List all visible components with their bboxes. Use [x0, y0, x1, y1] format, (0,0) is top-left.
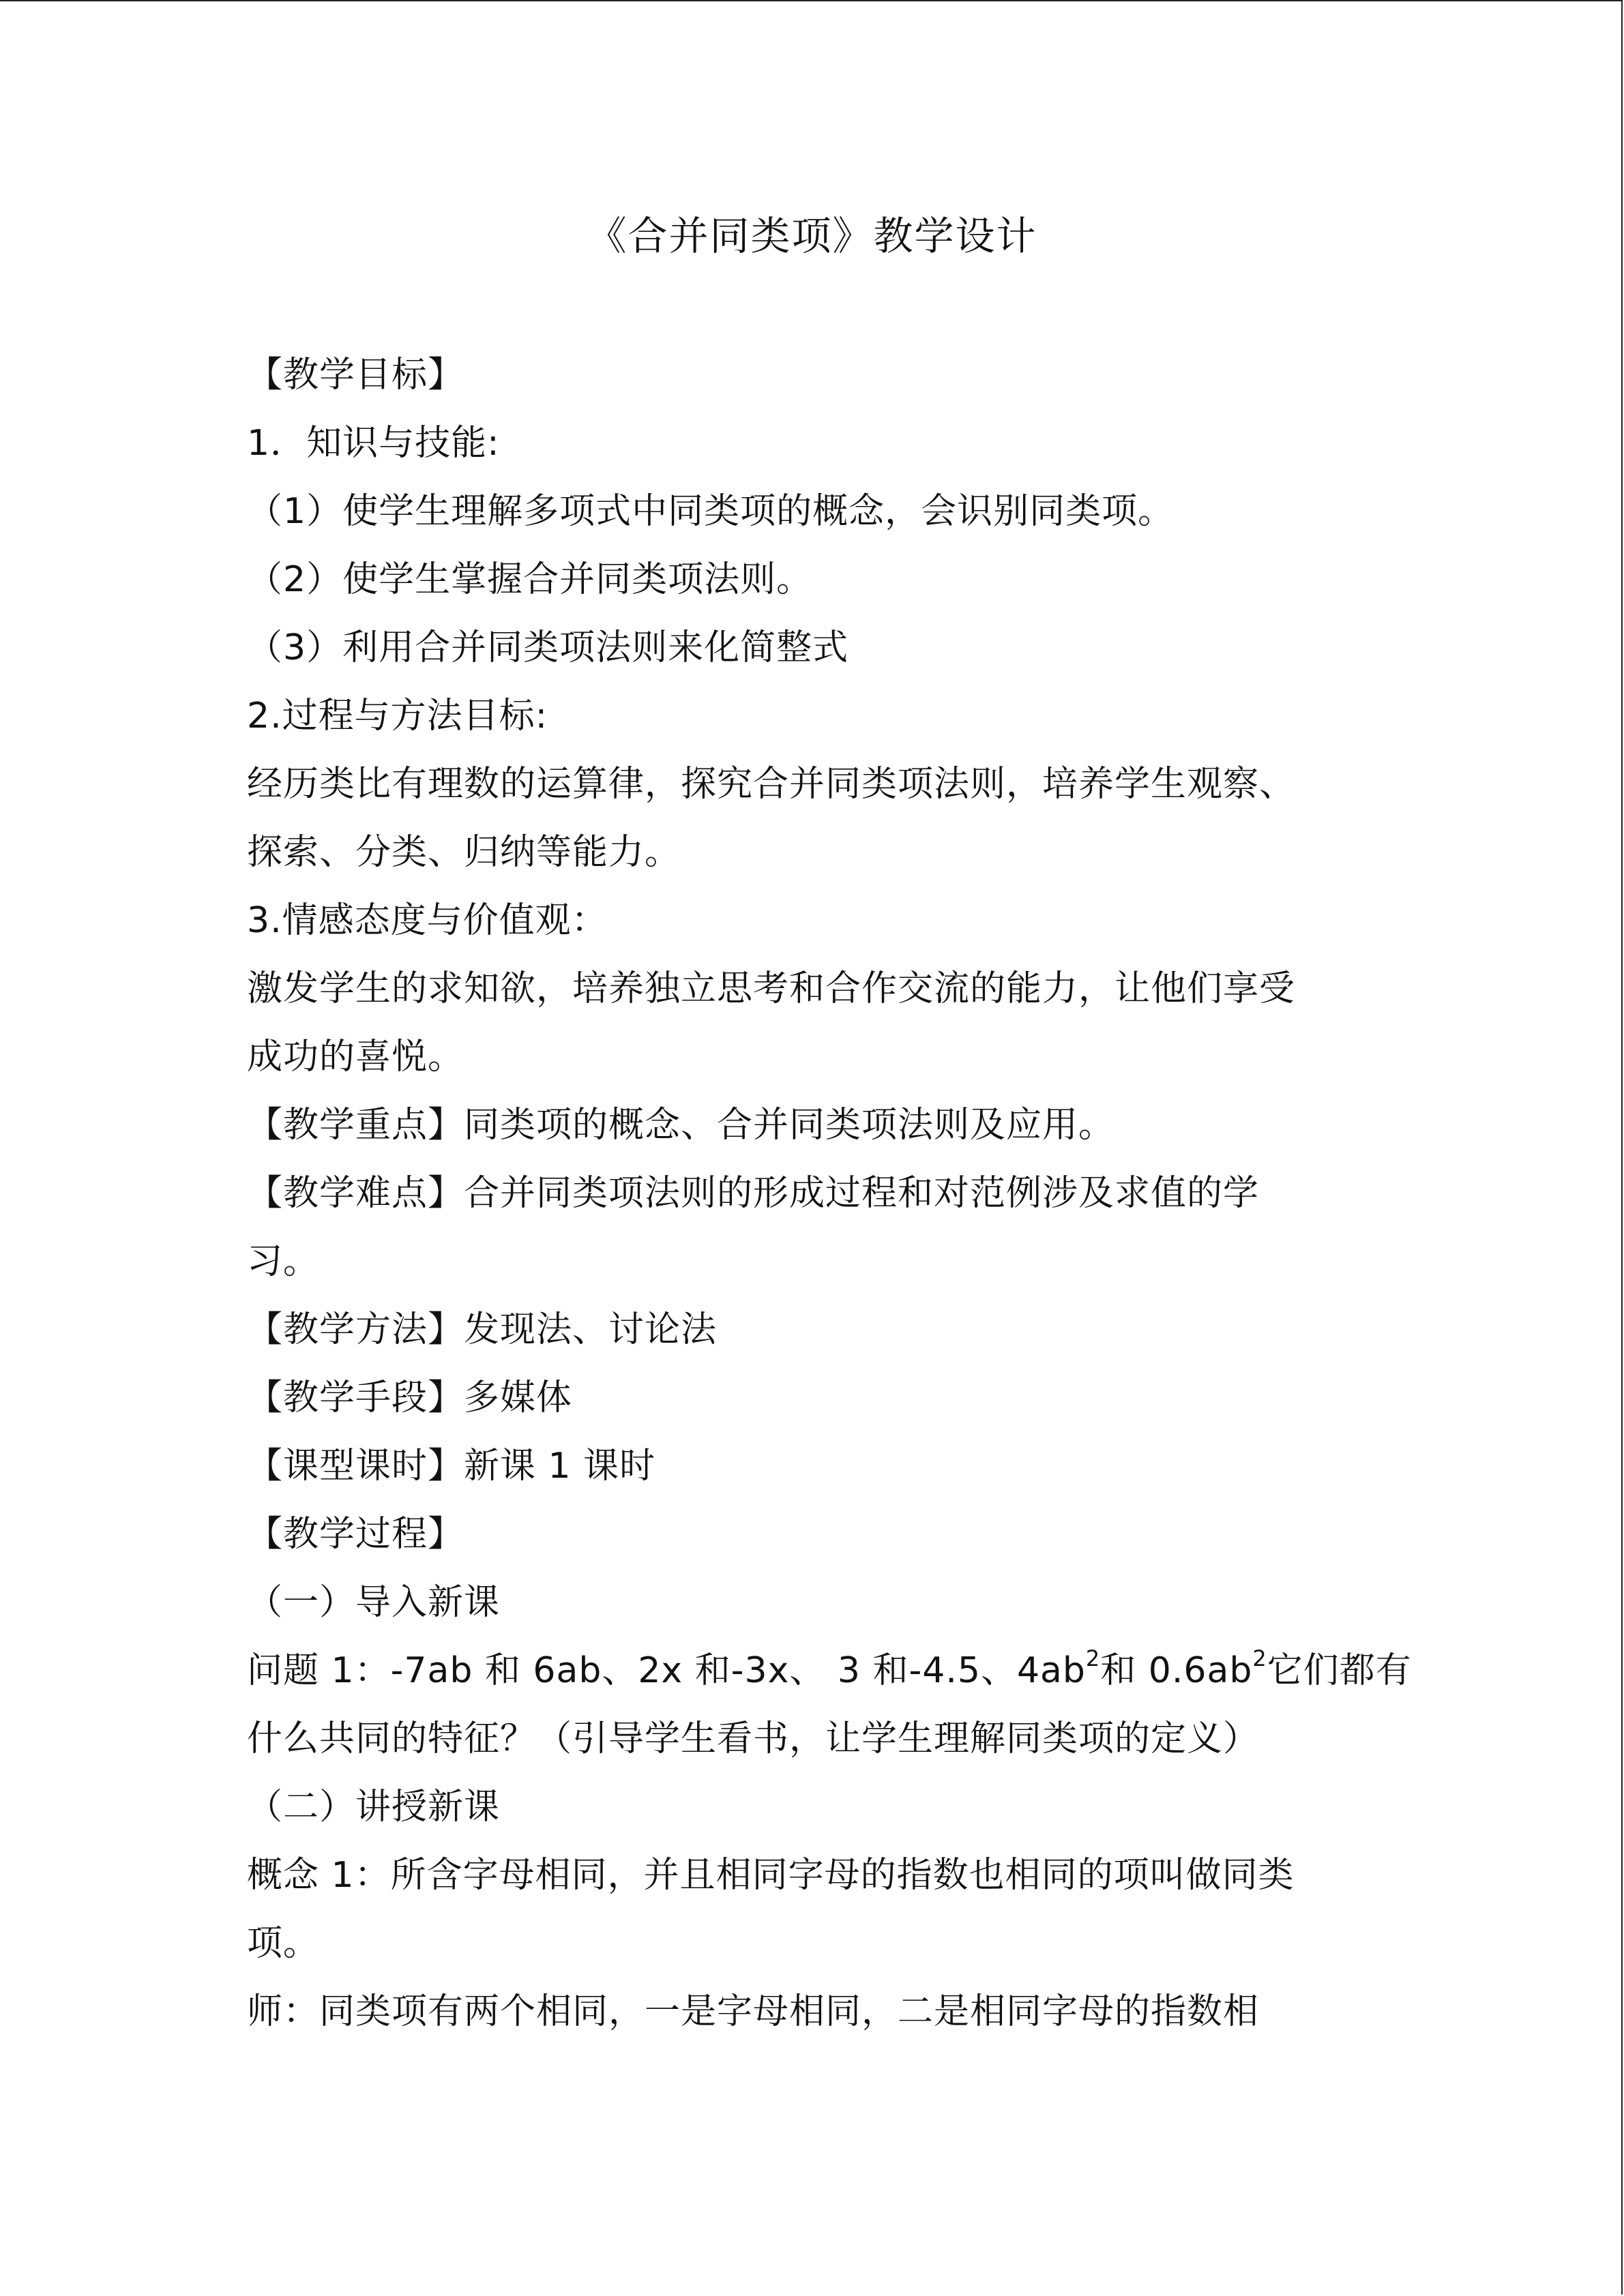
problem-line: [247, 1645, 1412, 1695]
paragraph-line: 2.过程与方法目标:: [247, 696, 548, 736]
paragraph-line: 概念 1：所含字母相同，并且相同字母的指数也相同的项叫做同类: [247, 1855, 1295, 1896]
exponent: 2: [1252, 1645, 1267, 1671]
exponent: 2: [1085, 1645, 1101, 1671]
paragraph-line: 3.情感态度与价值观：: [247, 900, 608, 941]
paragraph-line: 项。: [247, 1923, 320, 1964]
section-heading-objectives: 【教学目标】: [247, 355, 464, 396]
subsection-heading-new-lesson: （二）讲授新课: [247, 1787, 501, 1828]
section-heading-process: 【教学过程】: [247, 1514, 464, 1555]
section-heading-key-points: 【教学重点】同类项的概念、合并同类项法则及应用。: [247, 1105, 1115, 1146]
paragraph-line: 激发学生的求知欲，培养独立思考和合作交流的能力，让他们享受: [247, 968, 1296, 1009]
section-heading-difficulties: 【教学难点】合并同类项法则的形成过程和对范例涉及求值的学: [247, 1173, 1260, 1214]
document-title: 《合并同类项》教学设计: [587, 213, 1037, 259]
section-heading-methods: 【教学方法】发现法、讨论法: [247, 1309, 718, 1350]
paragraph-line: 什么共同的特征？（引导学生看书，让学生理解同类项的定义）: [247, 1718, 1260, 1759]
paragraph-line: 1．知识与技能:: [247, 423, 500, 464]
paragraph-line: 习。: [247, 1241, 320, 1282]
paragraph-line: 师：同类项有两个相同，一是字母相同，二是相同字母的指数相: [247, 1991, 1260, 2032]
paragraph-line: 经历类比有理数的运算律，探究合并同类项法则，培养学生观察、: [247, 764, 1296, 805]
problem-text-part3: 它们都有: [1267, 1650, 1412, 1691]
paragraph-line: （1）使学生理解多项式中同类项的概念，会识别同类项。: [247, 491, 1175, 532]
paragraph-line: 成功的喜悦。: [247, 1037, 464, 1077]
problem-text-part1: 问题 1：-7ab 和 6ab、2x 和-3x、 3 和-4.5、4ab: [247, 1650, 1086, 1691]
paragraph-line: （2）使学生掌握合并同类项法则。: [247, 559, 813, 600]
paragraph-line: （3）利用合并同类项法则来化简整式: [247, 627, 849, 668]
problem-text-part2: 和 0.6ab: [1100, 1650, 1253, 1691]
section-heading-lesson-type: 【课型课时】新课 1 课时: [247, 1446, 656, 1487]
paragraph-line: 探索、分类、归纳等能力。: [247, 832, 681, 873]
subsection-heading-intro: （一）导入新课: [247, 1582, 501, 1623]
section-heading-means: 【教学手段】多媒体: [247, 1377, 573, 1418]
